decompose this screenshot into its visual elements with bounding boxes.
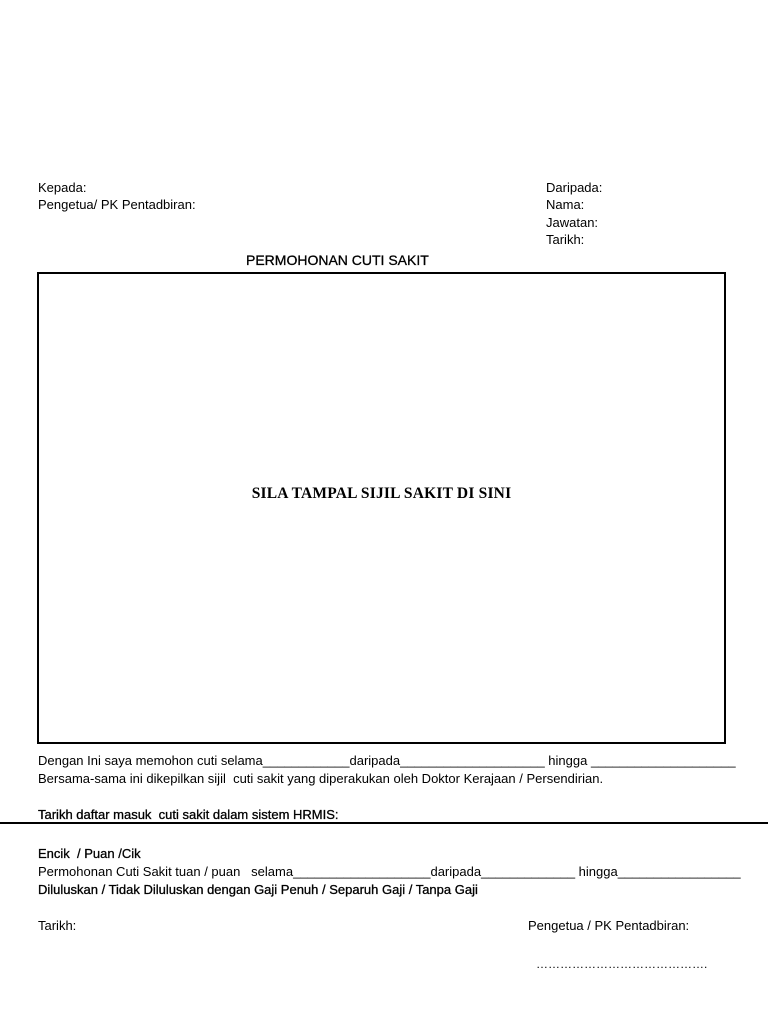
hrmis-label: Tarikh daftar masuk cuti sakit dalam sistem HRMIS: xyxy=(38,807,339,822)
approval-date-label: Tarikh: xyxy=(38,918,77,933)
application-line-2: Bersama-sama ini dikepilkan sijil cuti sakit yang diperakukan oleh Doktor Kerajaan / Persendirian. xyxy=(38,771,604,786)
certificate-box-label: SILA TAMPAL SIJIL SAKIT DI SINI xyxy=(251,485,512,502)
salutation: Encik / Puan /Cik xyxy=(38,846,141,861)
application-line-1: Dengan Ini saya memohon cuti selama____________daripada____________________ hingga ____________________ xyxy=(38,753,736,768)
to-label: Kepada: xyxy=(38,180,87,195)
from-label: Daripada: xyxy=(546,180,603,195)
date-label: Tarikh: xyxy=(546,232,585,247)
name-label: Nama: xyxy=(546,197,585,212)
certificate-box xyxy=(37,272,726,744)
signatory-label: Pengetua / PK Pentadbiran: xyxy=(528,918,690,933)
to-recipient: Pengetua/ PK Pentadbiran: xyxy=(38,197,196,212)
approval-line: Permohonan Cuti Sakit tuan / puan selama___________________daripada_____________ hingga_________________ xyxy=(38,864,741,879)
approval-decision: Diluluskan / Tidak Diluluskan dengan Gaji Penuh / Separuh Gaji / Tanpa Gaji xyxy=(38,882,478,897)
form-title: PERMOHONAN CUTI SAKIT xyxy=(246,252,429,268)
signature-line: ……………………………………. xyxy=(536,957,708,971)
divider-line xyxy=(0,822,768,824)
position-label: Jawatan: xyxy=(546,215,599,230)
